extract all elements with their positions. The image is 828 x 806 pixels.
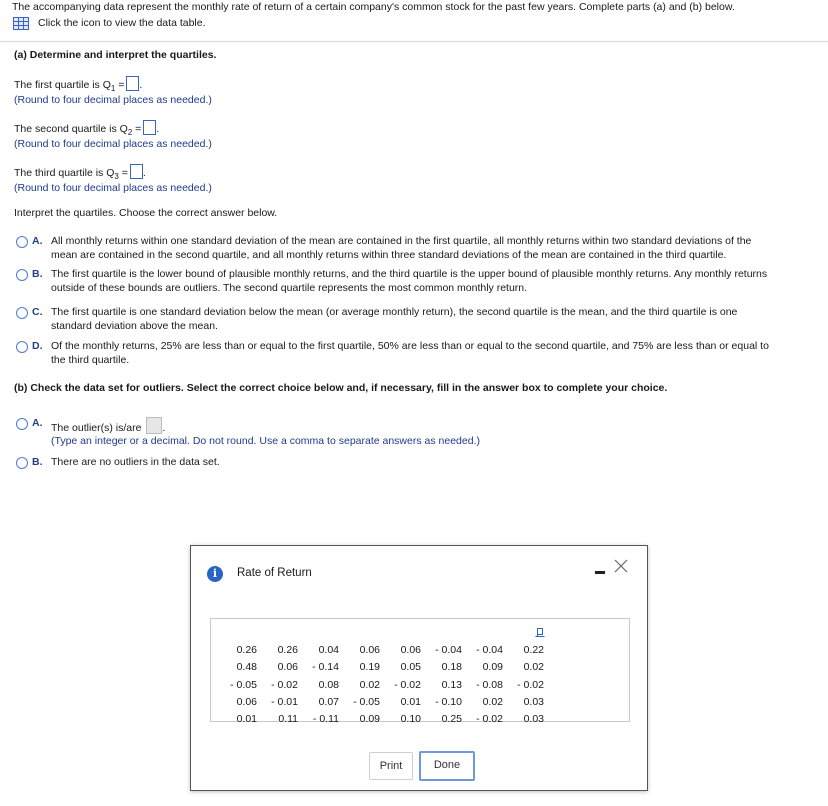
option-c-line1: The first quartile is one standard deviation below the mean (or average monthly return), the second quartile is the mean, and the third quartile is one bbox=[51, 306, 738, 318]
table-cell: - 0.10 bbox=[435, 695, 462, 708]
table-cell: - 0.04 bbox=[435, 644, 462, 656]
q3-subscript: 3 bbox=[114, 172, 119, 182]
table-cell: 0.13 bbox=[441, 678, 462, 691]
print-button[interactable]: Print bbox=[369, 752, 413, 780]
minimize-icon[interactable] bbox=[595, 571, 605, 574]
option-c-text[interactable] bbox=[51, 305, 737, 333]
outlier-answer-box[interactable] bbox=[146, 417, 162, 434]
copy-icon[interactable] bbox=[535, 628, 545, 638]
table-cell: 0.04 bbox=[318, 644, 339, 656]
table-cell: 0.26 bbox=[236, 644, 257, 656]
table-cell: 0.02 bbox=[482, 695, 503, 708]
q3-round-hint: (Round to four decimal places as needed.) bbox=[14, 182, 212, 194]
option-d-line1: Of the monthly returns, 25% are less than or equal to the first quartile, 50% are less than or equal to the second quartile, and 75% are less than or equal to bbox=[51, 340, 769, 352]
q1-answer-box[interactable] bbox=[126, 76, 139, 91]
info-icon: i bbox=[207, 566, 223, 582]
q1-equals: = bbox=[115, 79, 125, 91]
table-cell: 0.48 bbox=[236, 661, 257, 674]
table-cell: - 0.05 bbox=[230, 678, 257, 691]
part-b-title: (b) Check the data set for outliers. Select the correct choice below and, if necessary, fill in the answer box to complete your choice. bbox=[14, 382, 668, 394]
table-cell: 0.06 bbox=[277, 661, 298, 674]
option-b-line1: The first quartile is the lower bound of plausible monthly returns, and the third quartile is the upper bound of plausible monthly returns. Any monthly returns bbox=[51, 268, 768, 280]
option-a-line2: mean are contained in the second quartile, and all monthly returns within three standard deviations of the mean are contained in the third quartile. bbox=[51, 249, 727, 261]
q3-answer-box[interactable] bbox=[130, 164, 143, 179]
table-cell: - 0.11 bbox=[312, 713, 339, 726]
table-cell: 0.26 bbox=[277, 644, 298, 656]
q2-answer-box[interactable] bbox=[143, 120, 156, 135]
table-cell: - 0.02 bbox=[271, 678, 298, 691]
table-cell: 0.10 bbox=[400, 713, 421, 726]
table-cell: 0.08 bbox=[318, 678, 339, 691]
table-cell: 0.06 bbox=[359, 644, 380, 656]
outlier-option-b-letter: B. bbox=[32, 456, 43, 468]
table-cell: 0.09 bbox=[359, 713, 380, 726]
option-d-radio[interactable] bbox=[16, 341, 28, 353]
outlier-option-b-text[interactable]: There are no outliers in the data set. bbox=[51, 456, 220, 468]
table-cell: 0.03 bbox=[523, 695, 544, 708]
part-a-title: (a) Determine and interpret the quartiles. bbox=[14, 49, 217, 61]
q1-line: The first quartile is $Q_1$ = . bbox=[14, 76, 142, 93]
q1-subscript: 1 bbox=[110, 84, 116, 94]
table-cell: 0.03 bbox=[523, 713, 544, 726]
q2-label: The second quartile is Q bbox=[14, 123, 128, 135]
outlier-option-a-text: The outlier(s) is/are bbox=[51, 422, 142, 434]
option-d-letter: D. bbox=[32, 340, 43, 352]
q3-equals: = bbox=[118, 167, 128, 179]
option-a-letter: A. bbox=[32, 235, 43, 247]
q2-equals: = bbox=[132, 123, 142, 135]
q3-label: The third quartile is Q bbox=[14, 167, 115, 179]
option-c-line2: standard deviation above the mean. bbox=[51, 320, 218, 332]
option-b-line2: outside of these bounds are outliers. The second quartile represents the most common monthly return. bbox=[51, 282, 528, 294]
option-b-letter: B. bbox=[32, 268, 43, 280]
table-cell: - 0.04 bbox=[476, 644, 503, 656]
outlier-hint: (Type an integer or a decimal. Do not round. Use a comma to separate answers as needed.) bbox=[51, 435, 480, 447]
table-cell: - 0.08 bbox=[476, 678, 503, 691]
table-cell: 0.19 bbox=[359, 661, 380, 674]
table-cell: 0.06 bbox=[400, 644, 421, 656]
option-d-line2: the third quartile. bbox=[51, 354, 130, 366]
table-cell: 0.18 bbox=[441, 661, 462, 674]
q1-label: The first quartile is Q bbox=[14, 79, 111, 91]
table-cell: 0.05 bbox=[400, 661, 421, 674]
table-cell: - 0.02 bbox=[517, 678, 544, 691]
data-table-icon[interactable] bbox=[13, 17, 29, 30]
q1-round-hint: (Round to four decimal places as needed.) bbox=[14, 94, 212, 106]
option-c-radio[interactable] bbox=[16, 307, 28, 319]
table-cell: 0.11 bbox=[278, 713, 298, 726]
header-divider bbox=[0, 41, 828, 42]
option-a-line1: All monthly returns within one standard deviation of the mean are contained in the first quartile, all monthly returns within two standard deviations of the bbox=[51, 235, 752, 247]
option-a-text[interactable] bbox=[51, 234, 751, 262]
q2-round-hint: (Round to four decimal places as needed.) bbox=[14, 138, 212, 150]
q2-subscript: 2 bbox=[127, 128, 133, 138]
option-c-letter: C. bbox=[32, 306, 43, 318]
interpret-prompt: Interpret the quartiles. Choose the correct answer below. bbox=[14, 207, 278, 219]
table-cell: 0.01 bbox=[236, 713, 257, 726]
dialog-title: Rate of Return bbox=[237, 567, 312, 579]
option-b-radio[interactable] bbox=[16, 269, 28, 281]
done-button[interactable]: Done bbox=[419, 751, 475, 781]
option-b-text[interactable] bbox=[51, 267, 767, 295]
table-cell: 0.06 bbox=[236, 695, 257, 708]
table-cell: 0.07 bbox=[318, 695, 339, 708]
q2-line: The second quartile is $Q_2$ = . bbox=[14, 120, 159, 137]
table-cell: 0.22 bbox=[523, 644, 544, 656]
table-cell: - 0.14 bbox=[312, 661, 339, 674]
outlier-option-a-radio[interactable] bbox=[16, 418, 28, 430]
outlier-option-b-radio[interactable] bbox=[16, 457, 28, 469]
option-d-text[interactable] bbox=[51, 339, 769, 367]
table-cell: - 0.01 bbox=[271, 695, 298, 708]
outlier-option-a-line[interactable]: The outlier(s) is/are . bbox=[51, 417, 165, 434]
close-icon[interactable] bbox=[613, 558, 629, 574]
option-a-radio[interactable] bbox=[16, 236, 28, 248]
table-cell: 0.02 bbox=[523, 661, 544, 674]
table-cell: 0.09 bbox=[482, 661, 503, 674]
table-cell: 0.25 bbox=[441, 713, 462, 726]
table-cell: 0.01 bbox=[400, 695, 421, 708]
table-cell: - 0.05 bbox=[353, 695, 380, 708]
data-table-link[interactable]: Click the icon to view the data table. bbox=[38, 17, 206, 29]
outlier-option-a-letter: A. bbox=[32, 417, 43, 429]
q3-line: The third quartile is $Q_3$ = . bbox=[14, 164, 146, 181]
table-cell: - 0.02 bbox=[394, 678, 421, 691]
table-cell: - 0.02 bbox=[476, 713, 503, 726]
rate-of-return-dialog bbox=[190, 545, 648, 791]
table-cell: 0.02 bbox=[359, 678, 380, 691]
intro-text: The accompanying data represent the monthly rate of return of a certain company's common stock for the past few years. Complete parts (a) and (b) below. bbox=[12, 1, 735, 13]
